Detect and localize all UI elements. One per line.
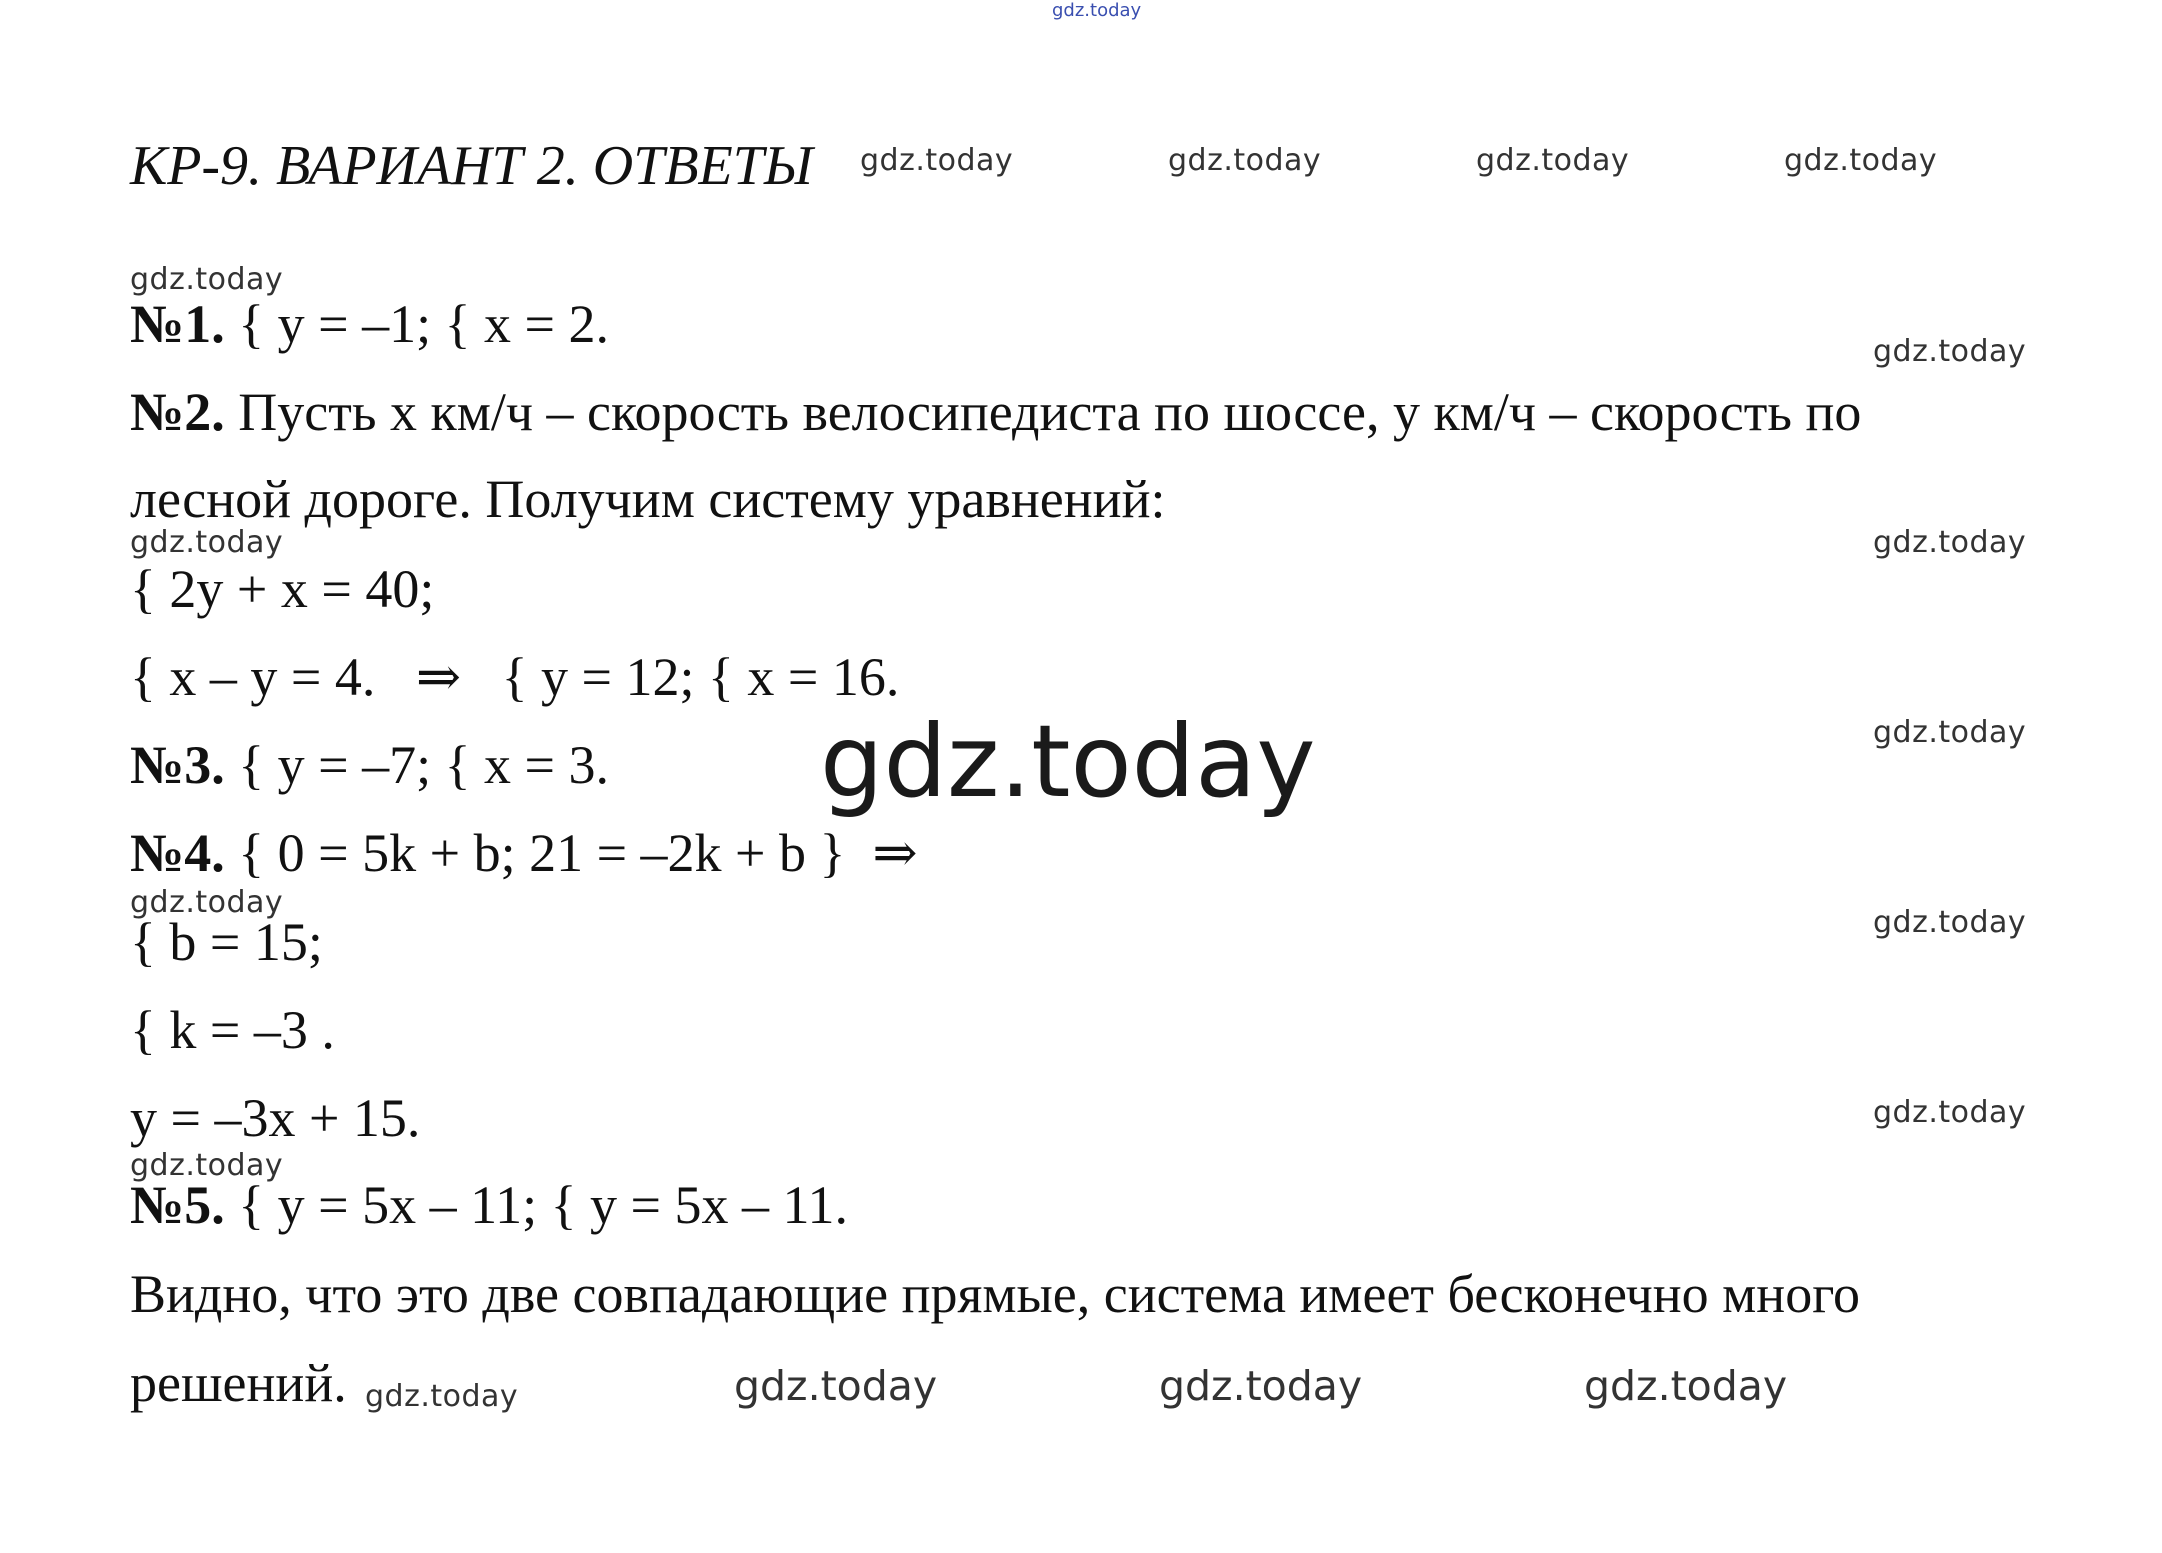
problem-4-equation-2: { k = –3 . bbox=[130, 1000, 335, 1060]
watermark-bottom-3: gdz.today bbox=[1584, 1362, 1788, 1410]
watermark-bottom-1: gdz.today bbox=[734, 1362, 938, 1410]
problem-4-number: №4. bbox=[130, 823, 225, 883]
watermark-center: gdz.today bbox=[820, 703, 1316, 820]
watermark-header-4: gdz.today bbox=[1784, 143, 1938, 178]
problem-4-equation-3: y = –3x + 15. bbox=[130, 1088, 421, 1148]
watermark-right-3: gdz.today bbox=[1873, 715, 2027, 750]
problem-5-conclusion-line-1: Видно, что это две совпадающие прямые, система имеет бесконечно много bbox=[130, 1264, 1861, 1324]
watermark-bottom-inline: gdz.today bbox=[365, 1379, 519, 1414]
problem-2-text-line-1: Пусть x км/ч – скорость велосипедиста по шоссе, y км/ч – скорость по bbox=[224, 382, 1862, 442]
watermark-header-3: gdz.today bbox=[1476, 143, 1630, 178]
problem-1-number: №1. bbox=[130, 294, 225, 354]
watermark-right-5: gdz.today bbox=[1873, 1095, 2027, 1130]
watermark-top: gdz.today bbox=[1052, 0, 1142, 21]
problem-2-number: №2. bbox=[130, 382, 225, 442]
problem-2-text-line-2: лесной дороге. Получим систему уравнений: bbox=[130, 469, 1166, 529]
watermark-right-1: gdz.today bbox=[1873, 334, 2027, 369]
page-title: КР-9. ВАРИАНТ 2. ОТВЕТЫ bbox=[130, 135, 813, 197]
problem-1 bbox=[130, 294, 610, 354]
problem-5-system: { y = 5x – 11; { y = 5x – 11. bbox=[224, 1175, 849, 1235]
watermark-header-1: gdz.today bbox=[860, 143, 1014, 178]
watermark-left-1: gdz.today bbox=[130, 262, 284, 297]
watermark-bottom-2: gdz.today bbox=[1159, 1362, 1363, 1410]
watermark-left-4: gdz.today bbox=[130, 1148, 284, 1183]
problem-3-answer: { y = –7; { x = 3. bbox=[224, 735, 610, 795]
problem-2-equation-1: { 2y + x = 40; bbox=[130, 559, 435, 619]
problem-4-equation-1: { b = 15; bbox=[130, 912, 323, 972]
problem-3 bbox=[130, 735, 610, 795]
problem-1-answer: { y = –1; { x = 2. bbox=[224, 294, 610, 354]
problem-5-conclusion-line-2: решений. bbox=[130, 1353, 347, 1413]
problem-2 bbox=[130, 382, 1862, 442]
watermark-right-2: gdz.today bbox=[1873, 525, 2027, 560]
problem-3-number: №3. bbox=[130, 735, 225, 795]
problem-5-number: №5. bbox=[130, 1175, 225, 1235]
problem-2-equation-2: { x – y = 4. ⇒ { y = 12; { x = 16. bbox=[130, 647, 900, 707]
problem-4 bbox=[130, 823, 918, 883]
watermark-left-2: gdz.today bbox=[130, 525, 284, 560]
problem-4-system: { 0 = 5k + b; 21 = –2k + b } ⇒ bbox=[224, 823, 918, 883]
watermark-header-2: gdz.today bbox=[1168, 143, 1322, 178]
watermark-left-3: gdz.today bbox=[130, 885, 284, 920]
problem-5 bbox=[130, 1175, 849, 1235]
watermark-right-4: gdz.today bbox=[1873, 905, 2027, 940]
